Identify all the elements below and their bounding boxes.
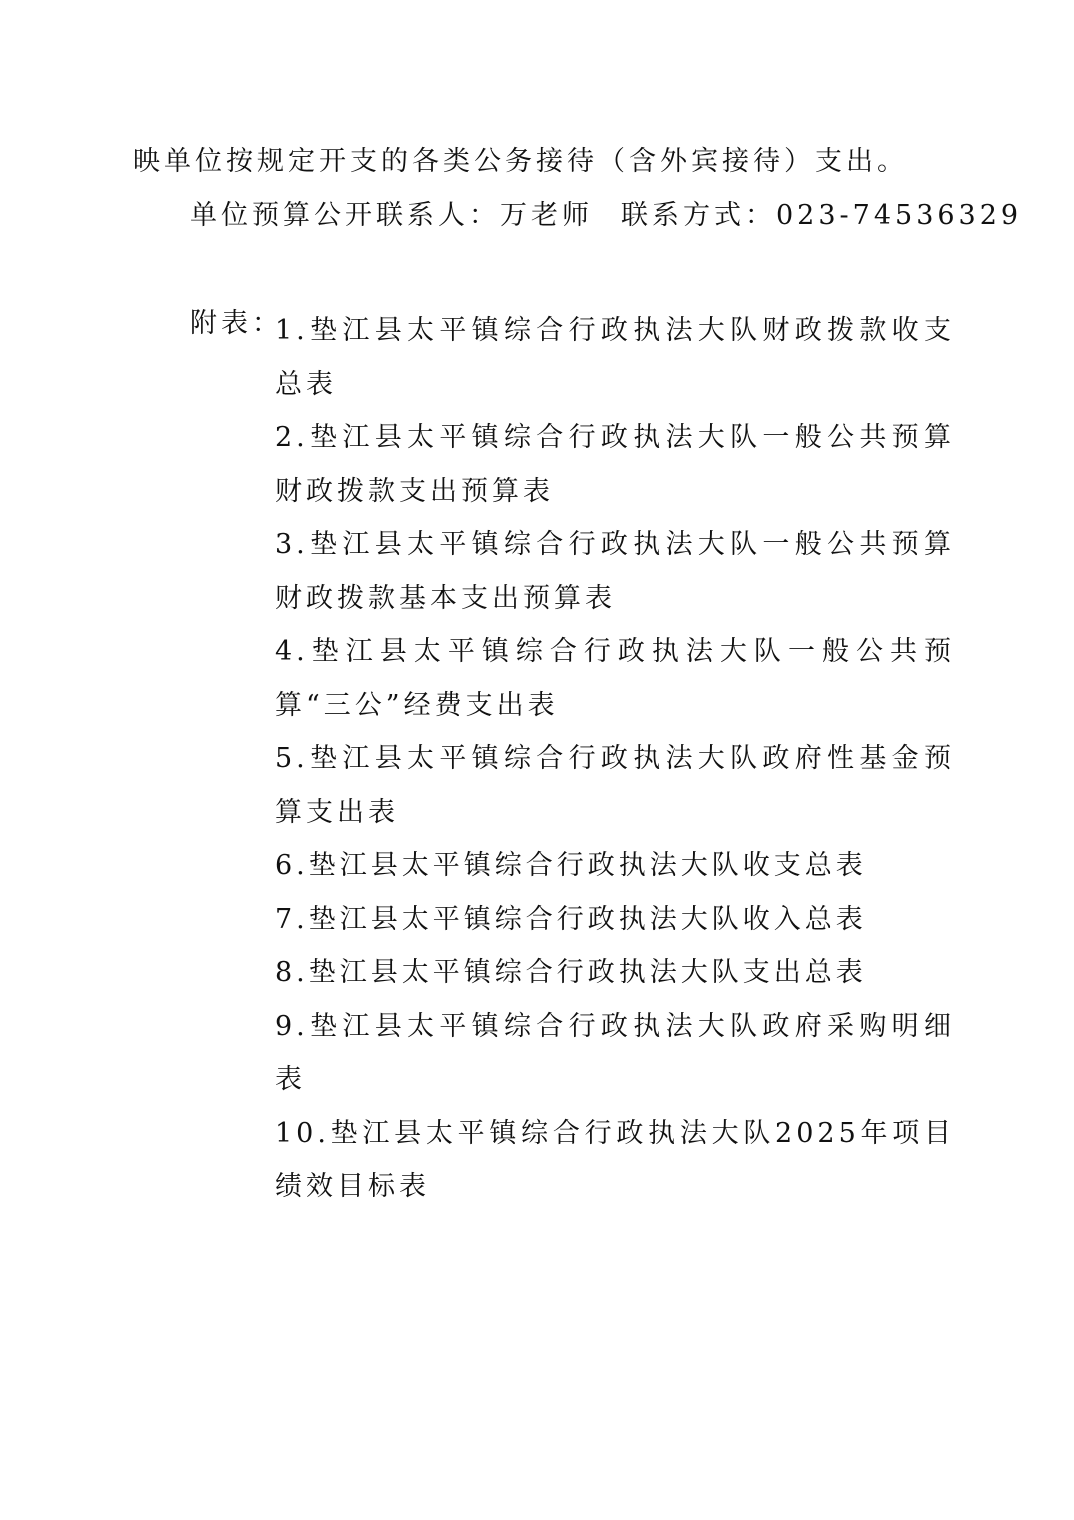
continuation-paragraph: 映单位按规定开支的各类公务接待（含外宾接待）支出。 xyxy=(133,146,908,177)
attachment-item-5: 5.垫江县太平镇综合行政执法大队政府性基金预算支出表 xyxy=(275,743,955,828)
attachments-list xyxy=(275,304,955,1214)
attachment-item-9: 9.垫江县太平镇综合行政执法大队政府采购明细表 xyxy=(275,1010,955,1095)
attachment-item-4: 4.垫江县太平镇综合行政执法大队一般公共预算“三公”经费支出表 xyxy=(275,636,955,721)
attachment-item-8: 8.垫江县太平镇综合行政执法大队支出总表 xyxy=(275,957,867,988)
contact-person: 单位预算公开联系人：万老师 xyxy=(190,200,593,231)
attachment-item-1: 1.垫江县太平镇综合行政执法大队财政拨款收支总表 xyxy=(275,315,955,400)
attachments-label: 附表： xyxy=(190,308,283,339)
attachment-item-3: 3.垫江县太平镇综合行政执法大队一般公共预算财政拨款基本支出预算表 xyxy=(275,529,955,614)
attachment-item-6: 6.垫江县太平镇综合行政执法大队收支总表 xyxy=(275,850,867,881)
contact-method: 联系方式：023-74536329 xyxy=(621,200,1023,231)
contact-line xyxy=(190,196,1022,236)
attachment-item-10: 10.垫江县太平镇综合行政执法大队2025年项目绩效目标表 xyxy=(275,1117,955,1202)
attachment-item-2: 2.垫江县太平镇综合行政执法大队一般公共预算财政拨款支出预算表 xyxy=(275,422,955,507)
attachment-item-7: 7.垫江县太平镇综合行政执法大队收入总表 xyxy=(275,903,867,935)
